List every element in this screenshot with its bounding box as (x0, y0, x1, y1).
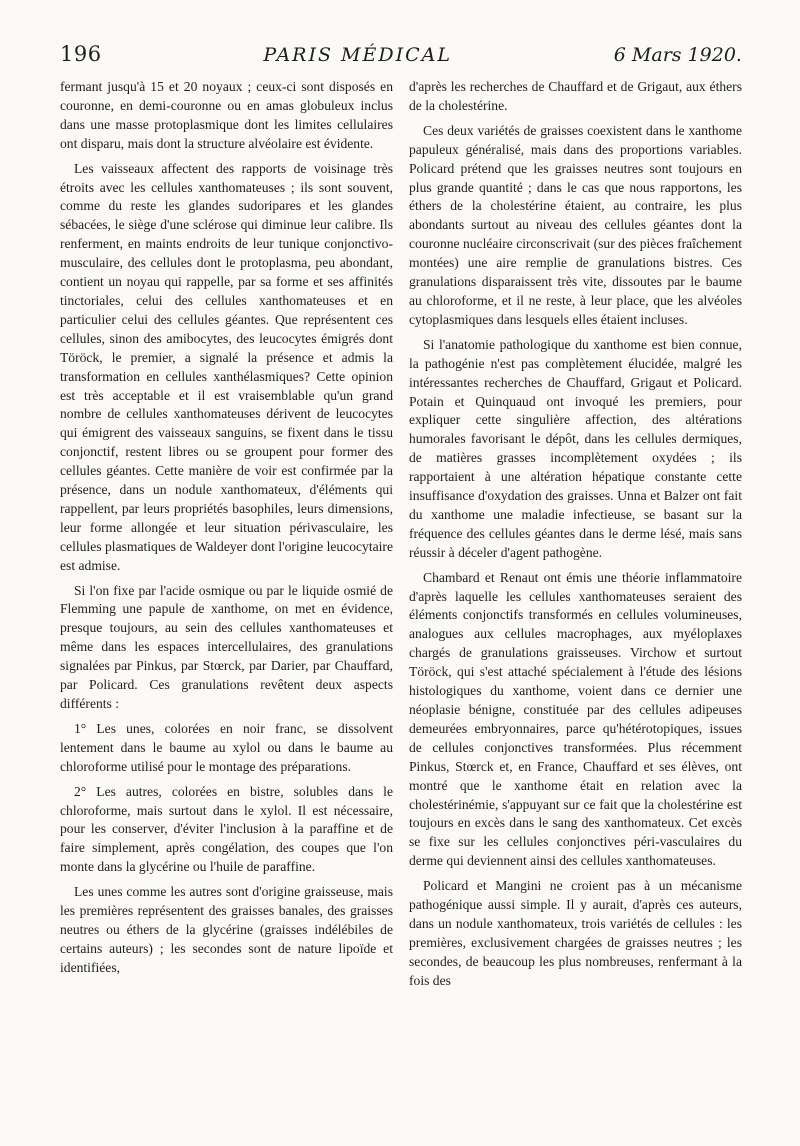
paragraph: Les vaisseaux affectent des rapports de voisinage très étroits avec les cellules xanthomateuses ; ils sont souvent, comme du reste les glandes sudoripares et les glandes sébacées, le siège d'une sclérose qui diminue leur calibre. Ils renferment, en maints endroits de leur tunique conjonctivo-musculaire, des cellules dont le protoplasma, peu abondant, contient un noyau qui rappelle, par sa forme et ses affinités tinctoriales, celui des cellules xanthomateuses et en particulier celui des cellules géantes. Que représentent ces cellules, sinon des amibocytes, des leucocytes émigrés dont Töröck, le premier, a signalé la présence et admis la transformation en cellules xanthélasmiques? Cette opinion est très acceptable et il est vraisemblable qu'un grand nombre de cellules xanthomateuses dérivent de leucocytes qui émigrent des vaisseaux sanguins, se fixent dans le tissu conjonctif, restent libres ou se groupent pour former des cellules géantes. Cette manière de voir est confirmée par la présence, dans un nodule xanthomateux, d'éléments qui rappellent, par leurs propriétés basophiles, leurs dimensions, leur forme allongée et leur situation périvasculaire, les cellules plasmatiques de Waldeyer dont l'origine leucocytaire est admise. (60, 160, 393, 573)
page-header (60, 42, 742, 72)
left-column (60, 78, 393, 997)
paragraph: Si l'on fixe par l'acide osmique ou par le liquide osmié de Flemming une papule de xanthome, on met en évidence, presque toujours, au sein des cellules xanthomateuses et même dans les espaces intercellulaires, des granulations signalées par Pinkus, par Stœrck, par Darier, par Chauffard, par Policard. Ces granulations revêtent deux aspects différents : (60, 582, 393, 711)
running-title: PARIS MÉDICAL (263, 44, 452, 66)
paragraph: Chambard et Renaut ont émis une théorie inflammatoire d'après laquelle les cellules xanthomateuses seraient des éléments conjonctifs transformés en cellules volumineuses, analogues aux cellules macrophages, aux myéloplaxes chargés de granulations graisseuses. Virchow et surtout Töröck, qui s'est attaché spécialement à l'étude des lésions histologiques du xanthome, voient dans ce dernier une néoplasie bénigne, constituée par des cellules adipeuses demeurées embryonnaires, parce qu'hétérotopiques, issues de cellules conjonctives transformées. Plus récemment Pinkus, Stœrck et, en France, Chauffard et ses élèves, ont montré que le xanthome était en relation avec la cholestérinémie, s'appuyant sur ce fait que la cholestérine est toujours en excès dans le sang des xanthomateux. Cet excès se fixe sur les cellules conjonctives péri-vasculaires du derme qui deviennent ainsi des cellules xanthomateuses. (409, 569, 742, 869)
paragraph: 1° Les unes, colorées en noir franc, se dissolvent lentement dans le baume au xylol ou dans le baume au chloroforme utilisé pour le montage des préparations. (60, 720, 393, 774)
journal-page (60, 42, 742, 1132)
paragraph: Ces deux variétés de graisses coexistent dans le xanthome papuleux généralisé, mais dans des proportions variables. Policard prétend que les graisses neutres sont toujours en plus grande quantité ; dans le cas que nous rapportons, les éthers de la cholestérine étaient, au contraire, les plus abondants surtout au niveau des cellules géantes dont la couronne nucléaire circonscrivait (sur des pièces fraîchement montées) une aire remplie de granulations bistres. Ces granulations disparaissent très vite, dissoutes par le baume au chloroforme, et il ne reste, à leur place, que les alvéoles cytoplasmiques dans lesquels elles étaient incluses. (409, 122, 742, 327)
paragraph: fermant jusqu'à 15 et 20 noyaux ; ceux-ci sont disposés en couronne, en demi-couronne ou en amas globuleux inclus dans une masse protoplasmique dont les limites cellulaires ont disparu, mais dont la structure alvéolaire est évidente. (60, 79, 393, 151)
paragraph: Les unes comme les autres sont d'origine graisseuse, mais les premières représentent des graisses banales, des graisses neutres ou éthers de la glycérine (graisses indélébiles de certains auteurs) ; les secondes sont de nature lipoïde et identifiées, (60, 884, 393, 975)
paragraph: Si l'anatomie pathologique du xanthome est bien connue, la pathogénie n'est pas complètement élucidée, malgré les intéressantes recherches de Chauffard, Grigaut et Policard. Potain et Quinquaud ont invoqué les premiers, pour expliquer cette singulière affection, des altérations humorales favorisant le dépôt, dans les cellules dermiques, de matières grasses incomplètement oxydées ; ils rapportaient à une altération hépatique constante cette insuffisance d'oxydation des graisses. Unna et Balzer ont fait du xanthome une maladie infectieuse, se basant sur la fréquence des cellules géantes dans le derme lésé, mais sans réussir à déceler d'agent pathogène. (409, 336, 742, 560)
paragraph: Policard et Mangini ne croient pas à un mécanisme pathogénique aussi simple. Il y aurait, d'après ces auteurs, dans un nodule xanthomateux, trois variétés de cellules : les premières, exclusivement chargées de graisses neutres ; les secondes, de beaucoup les plus nombreuses, renfermant à la fois des (409, 878, 742, 988)
paragraph: 2° Les autres, colorées en bistre, solubles dans le chloroforme, mais surtout dans le xylol. Il est nécessaire, pour les conserver, d'éviter l'inclusion à la paraffine et de faire simplement, après congélation, des coupes que l'on monte dans la glycérine ou l'huile de paraffine. (60, 783, 393, 875)
issue-date: 6 Mars 1920. (613, 44, 742, 66)
right-column (409, 78, 742, 997)
two-column-body (60, 78, 742, 997)
paragraph: d'après les recherches de Chauffard et de Grigaut, aux éthers de la cholestérine. (409, 79, 742, 113)
page-number: 196 (60, 42, 102, 66)
